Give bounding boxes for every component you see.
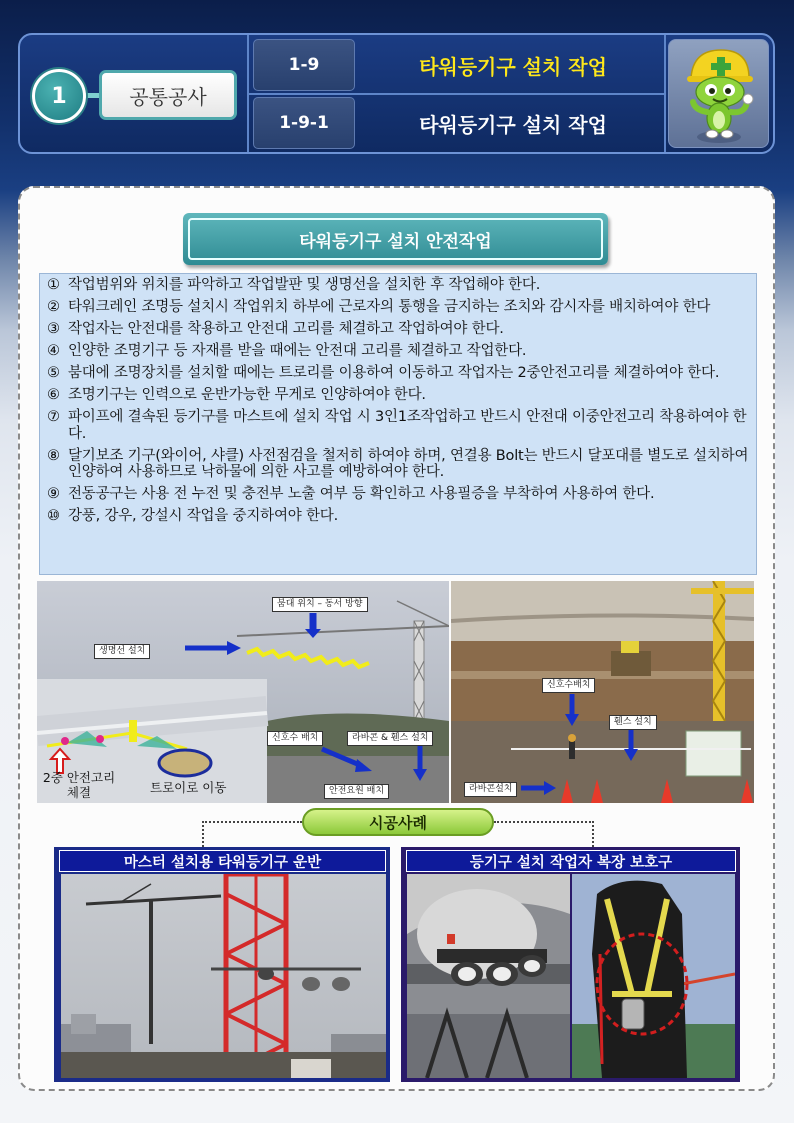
subsection-code: 1-9-1 [253,97,355,149]
safety-rule-item [47,409,750,442]
label-double-hook: 2중 안전고리 체결 [42,770,116,800]
chapter-number: 1 [32,69,86,123]
section-title: 타워등기구 설치 작업 [419,54,607,79]
rule-text: 파이프에 결속된 등기구를 마스트에 설치 작업 시 3인1조작업하고 반드시 안전대 이중안전고리 착용하여야 한다. [68,409,747,442]
safety-rule-item [47,277,750,294]
safety-rule-item [47,448,750,481]
rule-text: 작업범위와 위치를 파악하고 작업발판 및 생명선을 설치한 후 작업해야 한다. [68,277,541,293]
lamp-closeup-illustration [407,874,570,1078]
tower-lamp-transport-photo [61,874,386,1078]
safety-rule-item [47,321,750,338]
case-left-caption: 마스터 설치용 타워등기구 운반 [59,850,386,872]
worker-ppe-photo [572,874,735,1078]
mascot-icon [669,40,768,147]
rule-text: 강풍, 강우, 강설시 작업을 중지하여야 한다. [68,508,338,524]
rule-text: 달기보조 기구(와이어, 샤클) 사전점검을 철저히 하여야 하며, 연결용 Bolt는 반드시 달포대를 별도로 설치하여 인양하여 사용하므로 낙하물에 의한 사고를 예방하여야 한다. [68,447,749,480]
label-cone-fence: 라바콘 & 휀스 설치 [347,731,433,746]
safety-section-header [183,213,608,265]
rule-number: ② [47,299,60,315]
rule-number: ⑤ [47,365,60,381]
tower-lamp-transport-illustration [61,874,386,1078]
ground-safety-photo [451,581,754,803]
ground-safety-illustration [451,581,754,803]
rule-number: ① [47,277,60,293]
label-safety-guard: 안전요원 배치 [324,784,389,799]
worker-ppe-illustration [572,874,735,1078]
rule-number: ⑧ [47,447,60,464]
header-divider [247,93,666,95]
label-signal-worker-2: 신호수배치 [542,678,595,693]
label-trolley-move: 트로이로 이동 [150,780,227,795]
safety-rule-item [47,365,750,382]
connector-line [592,821,594,847]
boom-installation-photo [37,581,449,803]
rule-number: ④ [47,343,60,359]
rule-number: ⑩ [47,508,60,524]
rule-text: 작업자는 안전대를 착용하고 안전대 고리를 체결하고 작업하여야 한다. [68,321,504,337]
rule-text: 붐대에 조명장치를 설치할 때에는 트로리를 이용하여 이동하고 작업자는 2중안전고리를 체결하여야 한다. [68,365,720,381]
safety-rule-item [47,387,750,404]
rule-number: ⑨ [47,486,60,502]
case-right-caption: 등기구 설치 작업자 복장 보호구 [406,850,736,872]
connector-line [202,821,204,847]
safety-rule-item [47,343,750,360]
rule-number: ⑥ [47,387,60,403]
mascot-panel [668,39,769,148]
lamp-closeup-photo [407,874,570,1078]
safety-section-title: 타워등기구 설치 안전작업 [188,218,603,260]
safety-rule-item [47,508,750,525]
label-lifeline: 생명선 설치 [94,644,150,659]
rule-text: 타워크레인 조명등 설치시 작업위치 하부에 근로자의 통행을 금지하는 조치와 감시자를 배치하여야 한다 [68,299,711,315]
case-study-title: 시공사례 [302,808,494,836]
safety-rule-item [47,486,750,503]
connector-line [494,821,594,823]
chapter-name: 공통공사 [99,70,237,120]
safety-rules-list [39,273,757,575]
subsection-title: 타워등기구 설치 작업 [419,112,607,137]
section-code: 1-9 [253,39,355,91]
rule-text: 전동공구는 사용 전 누전 및 충전부 노출 여부 등 확인하고 사용필증을 부착하여 사용하여 한다. [68,486,655,502]
label-signal-worker: 신호수 배치 [267,731,323,746]
rule-number: ③ [47,321,60,337]
label-cone-install: 라바콘설치 [464,782,517,797]
connector-line [202,821,302,823]
label-boom-position: 붐대 위치 – 동서 방향 [272,597,368,612]
rule-text: 조명기구는 인력으로 운반가능한 무게로 인양하여야 한다. [68,387,426,403]
rule-number: ⑦ [47,409,60,425]
label-fence-install: 휀스 설치 [609,715,657,730]
rule-text: 인양한 조명기구 등 자재를 받을 때에는 안전대 고리를 체결하고 작업한다. [68,343,527,359]
safety-rule-item [47,299,750,316]
